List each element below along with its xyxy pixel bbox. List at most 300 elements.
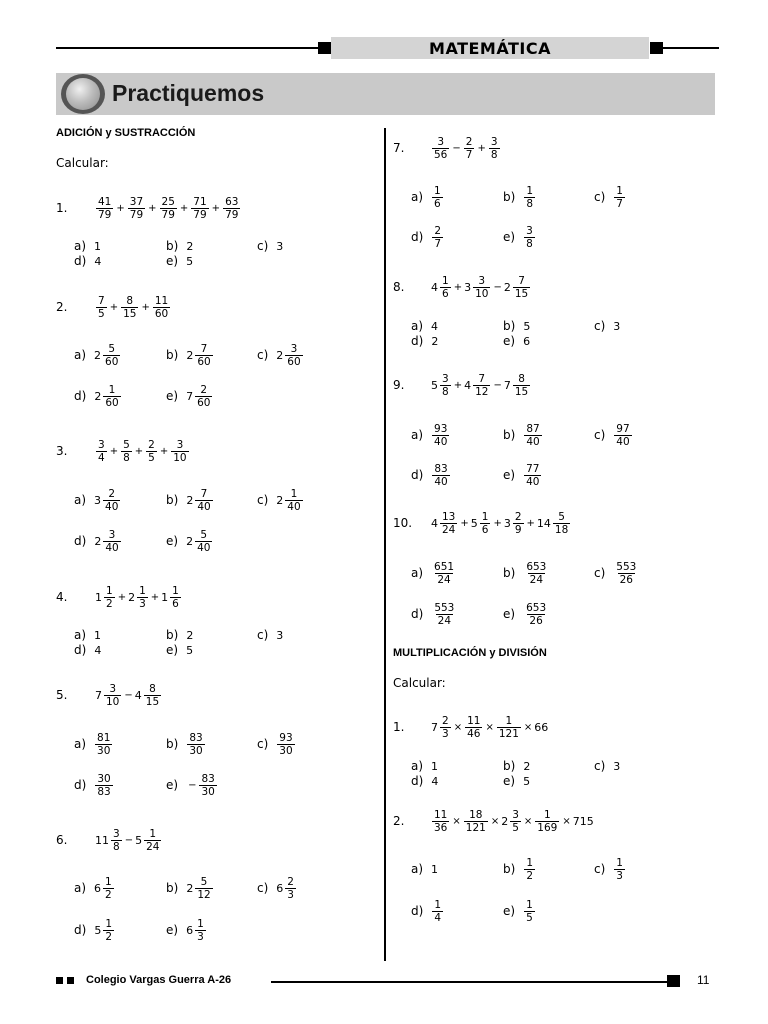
answer-option[interactable] <box>503 558 549 588</box>
operator: − <box>124 689 133 701</box>
fraction <box>489 136 500 161</box>
fraction <box>510 809 521 834</box>
option-label: b) <box>166 493 179 507</box>
whole-number: 4 <box>94 254 102 268</box>
fraction-numerator: 1 <box>105 917 112 930</box>
answer-option[interactable] <box>74 381 122 411</box>
page-number: 11 <box>697 973 710 987</box>
option-label: e) <box>166 778 179 792</box>
fraction-denominator: 40 <box>434 475 448 488</box>
footer-square-1 <box>56 977 63 984</box>
fraction <box>170 585 181 610</box>
problem-number: 10. <box>393 516 413 530</box>
option-label: c) <box>594 428 606 442</box>
footer-rule <box>271 981 667 983</box>
fraction-numerator: 1 <box>526 856 533 869</box>
answer-option[interactable] <box>594 182 626 212</box>
whole-number: 4 <box>94 643 102 657</box>
fraction <box>199 773 216 798</box>
fraction-denominator: 40 <box>526 435 540 448</box>
fraction-numerator: 37 <box>129 195 144 208</box>
fraction-numerator: 25 <box>161 195 175 208</box>
whole-number: 2 <box>94 348 102 362</box>
answer-option[interactable] <box>594 758 621 774</box>
fraction-denominator: 83 <box>97 785 111 798</box>
option-label: c) <box>594 190 606 204</box>
operator: + <box>460 517 469 529</box>
fraction-numerator: 2 <box>287 875 294 888</box>
option-label: d) <box>74 923 87 937</box>
answer-option[interactable] <box>503 896 536 926</box>
answer-option[interactable] <box>74 627 102 643</box>
option-label: b) <box>166 881 179 895</box>
fraction-numerator: 5 <box>108 342 116 355</box>
fraction-denominator: 2 <box>105 888 112 901</box>
fraction-numerator: 3 <box>98 438 105 451</box>
option-label: a) <box>74 881 87 895</box>
fraction-numerator: 7 <box>518 274 525 287</box>
fraction-denominator: 26 <box>619 573 633 586</box>
fraction-denominator: 10 <box>173 451 187 464</box>
fraction <box>285 876 296 901</box>
fraction-denominator: 15 <box>514 385 529 398</box>
fraction-numerator: 71 <box>193 195 207 208</box>
fraction-denominator: 6 <box>434 197 441 210</box>
whole-number: 1 <box>431 759 439 773</box>
fraction <box>104 683 121 708</box>
answer-option[interactable] <box>257 238 284 254</box>
answer-option[interactable] <box>594 420 633 450</box>
whole-number: 3 <box>613 759 621 773</box>
answer-option[interactable] <box>411 599 457 629</box>
fraction-numerator: 1 <box>108 383 116 396</box>
header-subject: MATEMÁTICA <box>429 38 551 58</box>
answer-option[interactable] <box>257 627 284 643</box>
fraction <box>171 439 188 464</box>
option-label: e) <box>503 774 516 788</box>
fraction-numerator: 553 <box>434 601 455 614</box>
fraction-numerator: 11 <box>154 294 169 307</box>
fraction <box>513 373 530 398</box>
section-instruction-multiplication: Calcular: <box>393 676 446 690</box>
fraction-numerator: 8 <box>149 682 156 695</box>
answer-option[interactable] <box>74 642 102 658</box>
whole-number: 2 <box>186 534 194 548</box>
fraction-denominator: 5 <box>148 451 155 464</box>
fraction <box>96 196 113 221</box>
option-label: a) <box>411 190 424 204</box>
fraction <box>513 511 524 536</box>
answer-option[interactable] <box>166 381 213 411</box>
fraction-numerator: 1 <box>526 184 533 197</box>
fraction-numerator: 1 <box>197 917 204 930</box>
operator: + <box>526 517 535 529</box>
answer-option[interactable] <box>74 729 113 759</box>
operator: − <box>124 834 134 846</box>
fraction <box>473 275 490 300</box>
fraction-denominator: 15 <box>123 307 137 320</box>
fraction-denominator: 8 <box>123 451 130 464</box>
fraction-denominator: 60 <box>197 396 211 409</box>
fraction <box>614 561 638 586</box>
answer-option[interactable] <box>503 318 531 334</box>
fraction-numerator: 13 <box>442 510 456 523</box>
whole-number: 3 <box>503 516 511 530</box>
whole-number: 2 <box>186 493 194 507</box>
answer-option[interactable] <box>166 642 194 658</box>
fraction-numerator: 1 <box>616 856 623 869</box>
option-label: d) <box>74 643 87 657</box>
answer-option[interactable] <box>166 915 207 945</box>
answer-option[interactable] <box>74 238 102 254</box>
answer-option[interactable] <box>257 729 296 759</box>
option-label: c) <box>257 881 269 895</box>
fraction <box>128 196 145 221</box>
fraction-numerator: 1 <box>434 898 441 911</box>
fraction <box>195 488 212 513</box>
fraction <box>432 423 449 448</box>
fraction <box>614 423 631 448</box>
option-label: e) <box>503 334 516 348</box>
fraction-denominator: 40 <box>526 475 540 488</box>
fraction-denominator: 6 <box>481 523 489 536</box>
fraction-denominator: 60 <box>154 307 169 320</box>
fraction <box>440 511 457 536</box>
answer-option[interactable] <box>503 599 549 629</box>
fraction-numerator: 8 <box>518 372 525 385</box>
whole-number: 4 <box>431 319 439 333</box>
option-label: c) <box>257 737 269 751</box>
problem-expression <box>431 370 531 400</box>
problem-expression <box>431 133 501 163</box>
fraction <box>195 918 206 943</box>
fraction-denominator: 3 <box>197 930 204 943</box>
fraction-denominator: 8 <box>442 385 449 398</box>
operator: + <box>150 591 160 603</box>
fraction <box>146 439 157 464</box>
fraction-denominator: 40 <box>287 500 301 513</box>
answer-option[interactable] <box>411 222 444 252</box>
fraction <box>103 343 120 368</box>
whole-number: 2 <box>94 389 102 403</box>
answer-option[interactable] <box>411 854 439 884</box>
whole-number: 2 <box>94 534 102 548</box>
answer-option[interactable] <box>594 854 626 884</box>
fraction-denominator: 18 <box>554 523 569 536</box>
fraction-numerator: 7 <box>478 372 486 385</box>
whole-number: 4 <box>431 280 438 294</box>
option-label: a) <box>411 862 424 876</box>
footer-square-right <box>667 975 680 987</box>
option-label: b) <box>166 348 179 362</box>
fraction <box>96 439 107 464</box>
option-label: b) <box>166 628 179 642</box>
answer-option[interactable] <box>166 526 213 556</box>
fraction-numerator: 3 <box>526 224 533 237</box>
option-label: d) <box>74 778 87 792</box>
answer-option[interactable] <box>503 460 542 490</box>
whole-number: 2 <box>276 348 284 362</box>
fraction-numerator: 653 <box>526 601 547 614</box>
answer-option[interactable] <box>411 558 457 588</box>
option-label: e) <box>166 389 179 403</box>
whole-number: 2 <box>186 348 194 362</box>
answer-option[interactable] <box>257 485 304 515</box>
operator: + <box>148 202 157 214</box>
fraction-denominator: 24 <box>529 573 544 586</box>
option-label: e) <box>166 534 179 548</box>
fraction-numerator: 2 <box>148 438 155 451</box>
fraction-denominator: 3 <box>442 727 449 740</box>
banner-title: Practiquemos <box>112 80 265 106</box>
fraction-numerator: 63 <box>225 195 239 208</box>
fraction-numerator: 651 <box>434 560 455 573</box>
fraction-denominator: 46 <box>467 727 481 740</box>
answer-option[interactable] <box>74 340 121 370</box>
answer-option[interactable] <box>503 420 543 450</box>
fraction <box>432 185 443 210</box>
option-label: d) <box>411 230 424 244</box>
whole-number: 5 <box>186 254 194 268</box>
fraction <box>440 715 451 740</box>
whole-number: 2 <box>431 334 439 348</box>
fraction-numerator: 83 <box>201 772 215 785</box>
fraction-denominator: 36 <box>434 821 448 834</box>
problem-number: 2. <box>393 814 405 828</box>
option-label: e) <box>503 904 516 918</box>
section-instruction-addition: Calcular: <box>56 156 109 170</box>
option-label: c) <box>257 348 269 362</box>
fraction-denominator: 8 <box>113 840 120 853</box>
answer-option[interactable] <box>166 627 194 643</box>
answer-option[interactable] <box>166 770 218 800</box>
header-rule-left <box>56 47 318 49</box>
operator: + <box>109 301 119 313</box>
problem-number: 9. <box>393 378 405 392</box>
answer-option[interactable] <box>166 485 214 515</box>
banner-circle-highlight <box>66 78 100 110</box>
answer-option[interactable] <box>503 854 536 884</box>
fraction-denominator: 26 <box>529 614 543 627</box>
fraction <box>285 343 302 368</box>
whole-number: 2 <box>523 759 531 773</box>
fraction-denominator: 2 <box>105 930 112 943</box>
fraction-denominator: 5 <box>512 821 519 834</box>
problem-expression <box>95 436 190 466</box>
fraction <box>432 602 456 627</box>
fraction-numerator: 81 <box>97 731 111 744</box>
fraction <box>111 828 122 853</box>
answer-option[interactable] <box>411 896 444 926</box>
option-label: c) <box>257 628 269 642</box>
option-label: e) <box>166 923 179 937</box>
fraction-numerator: 3 <box>490 135 498 148</box>
answer-option[interactable] <box>166 238 194 254</box>
option-label: b) <box>503 862 516 876</box>
answer-option[interactable] <box>411 460 451 490</box>
fraction-numerator: 5 <box>200 528 208 541</box>
whole-number: 1 <box>94 239 102 253</box>
fraction <box>160 196 177 221</box>
fraction-numerator: 3 <box>478 274 486 287</box>
fraction-numerator: 3 <box>290 342 298 355</box>
operator: + <box>134 445 144 457</box>
option-label: b) <box>166 239 179 253</box>
fraction <box>277 732 294 757</box>
fraction <box>103 876 114 901</box>
fraction-denominator: 60 <box>287 355 301 368</box>
operator: − <box>493 379 502 391</box>
answer-option[interactable] <box>411 182 444 212</box>
answer-option[interactable] <box>166 253 194 269</box>
fraction <box>432 809 449 834</box>
fraction-numerator: 1 <box>106 584 113 597</box>
fraction-denominator: 30 <box>189 744 203 757</box>
option-label: b) <box>503 190 516 204</box>
fraction <box>103 488 120 513</box>
footer-school: Colegio Vargas Guerra A-26 <box>86 974 232 986</box>
fraction <box>614 185 625 210</box>
fraction <box>95 732 112 757</box>
operator: + <box>117 591 127 603</box>
problem-expression <box>95 825 162 855</box>
answer-option[interactable] <box>166 729 206 759</box>
fraction-numerator: 5 <box>200 875 208 888</box>
fraction-denominator: 40 <box>616 435 630 448</box>
option-label: e) <box>166 254 179 268</box>
answer-option[interactable] <box>594 318 621 334</box>
fraction-denominator: 56 <box>434 148 448 161</box>
fraction-denominator: 40 <box>434 435 448 448</box>
operator: × <box>453 721 463 733</box>
fraction <box>614 857 625 882</box>
operator: × <box>485 721 494 733</box>
answer-option[interactable] <box>166 873 214 903</box>
fraction <box>524 225 535 250</box>
fraction-numerator: 1 <box>481 510 489 523</box>
fraction-denominator: 3 <box>287 888 294 901</box>
whole-number: 3 <box>94 493 102 507</box>
option-label: d) <box>411 334 424 348</box>
fraction-denominator: 60 <box>197 355 211 368</box>
fraction-numerator: 1 <box>543 808 551 821</box>
answer-option[interactable] <box>503 773 531 789</box>
option-label: c) <box>594 566 606 580</box>
answer-option[interactable] <box>411 420 450 450</box>
answer-option[interactable] <box>503 333 531 349</box>
answer-option[interactable] <box>411 773 439 789</box>
answer-option[interactable] <box>411 318 439 334</box>
fraction-denominator: 79 <box>225 208 239 221</box>
fraction-numerator: 1 <box>105 875 112 888</box>
answer-option[interactable] <box>166 340 214 370</box>
fraction <box>535 809 559 834</box>
header-rule-right <box>663 47 719 49</box>
problem-number: 1. <box>56 201 68 215</box>
whole-number: 6 <box>186 923 194 937</box>
fraction-denominator: 12 <box>475 385 489 398</box>
section-title-addition: ADICIÓN y SUSTRACCIÓN <box>56 127 196 139</box>
fraction-denominator: 24 <box>442 523 456 536</box>
fraction <box>524 857 535 882</box>
fraction <box>480 511 491 536</box>
answer-option[interactable] <box>503 182 536 212</box>
fraction-denominator: 15 <box>145 695 160 708</box>
fraction <box>187 732 204 757</box>
footer-square-2 <box>67 977 74 984</box>
fraction <box>191 196 208 221</box>
answer-option[interactable] <box>257 340 304 370</box>
fraction <box>195 384 212 409</box>
fraction-numerator: 7 <box>200 342 208 355</box>
fraction-numerator: 2 <box>108 487 116 500</box>
problem-number: 4. <box>56 590 68 604</box>
problem-number: 3. <box>56 444 68 458</box>
problem-expression <box>431 806 595 836</box>
answer-option[interactable] <box>411 758 439 774</box>
answer-option[interactable] <box>74 873 115 903</box>
answer-option[interactable] <box>503 758 531 774</box>
fraction-numerator: 97 <box>616 422 630 435</box>
fraction <box>432 136 449 161</box>
fraction-numerator: 5 <box>558 510 565 523</box>
whole-number: 14 <box>536 516 551 530</box>
option-label: a) <box>74 239 87 253</box>
fraction <box>195 876 212 901</box>
answer-option[interactable] <box>411 333 439 349</box>
option-label: d) <box>411 774 424 788</box>
fraction-numerator: 1 <box>526 898 533 911</box>
answer-option[interactable] <box>503 222 536 252</box>
fraction <box>137 585 148 610</box>
answer-option[interactable] <box>257 873 297 903</box>
whole-number: 4 <box>431 774 439 788</box>
problem-expression <box>431 508 571 538</box>
fraction-numerator: 3 <box>437 135 445 148</box>
answer-option[interactable] <box>74 485 121 515</box>
fraction-denominator: 10 <box>475 287 489 300</box>
fraction-numerator: 83 <box>189 731 203 744</box>
fraction <box>432 561 456 586</box>
answer-option[interactable] <box>74 526 122 556</box>
fraction <box>465 715 482 740</box>
whole-number: 5 <box>135 833 143 847</box>
answer-option[interactable] <box>74 253 102 269</box>
whole-number: 7 <box>95 688 102 702</box>
fraction-numerator: 1 <box>139 584 146 597</box>
answer-option[interactable] <box>74 915 115 945</box>
fraction-numerator: 1 <box>434 184 441 197</box>
fraction-denominator: 121 <box>465 821 486 834</box>
fraction <box>103 918 114 943</box>
fraction-denominator: 40 <box>197 500 211 513</box>
fraction-numerator: 7 <box>98 294 105 307</box>
option-label: c) <box>257 493 269 507</box>
whole-number: 1 <box>94 628 102 642</box>
fraction-numerator: 11 <box>467 714 481 727</box>
answer-option[interactable] <box>594 558 639 588</box>
option-label: b) <box>503 428 516 442</box>
fraction-numerator: 1 <box>442 274 449 287</box>
fraction <box>524 423 541 448</box>
answer-option[interactable] <box>74 770 114 800</box>
fraction-denominator: 79 <box>129 208 144 221</box>
fraction <box>432 899 443 924</box>
fraction-denominator: 6 <box>172 597 179 610</box>
fraction-numerator: 2 <box>465 135 473 148</box>
option-label: a) <box>74 628 87 642</box>
whole-number: 2 <box>503 280 511 294</box>
